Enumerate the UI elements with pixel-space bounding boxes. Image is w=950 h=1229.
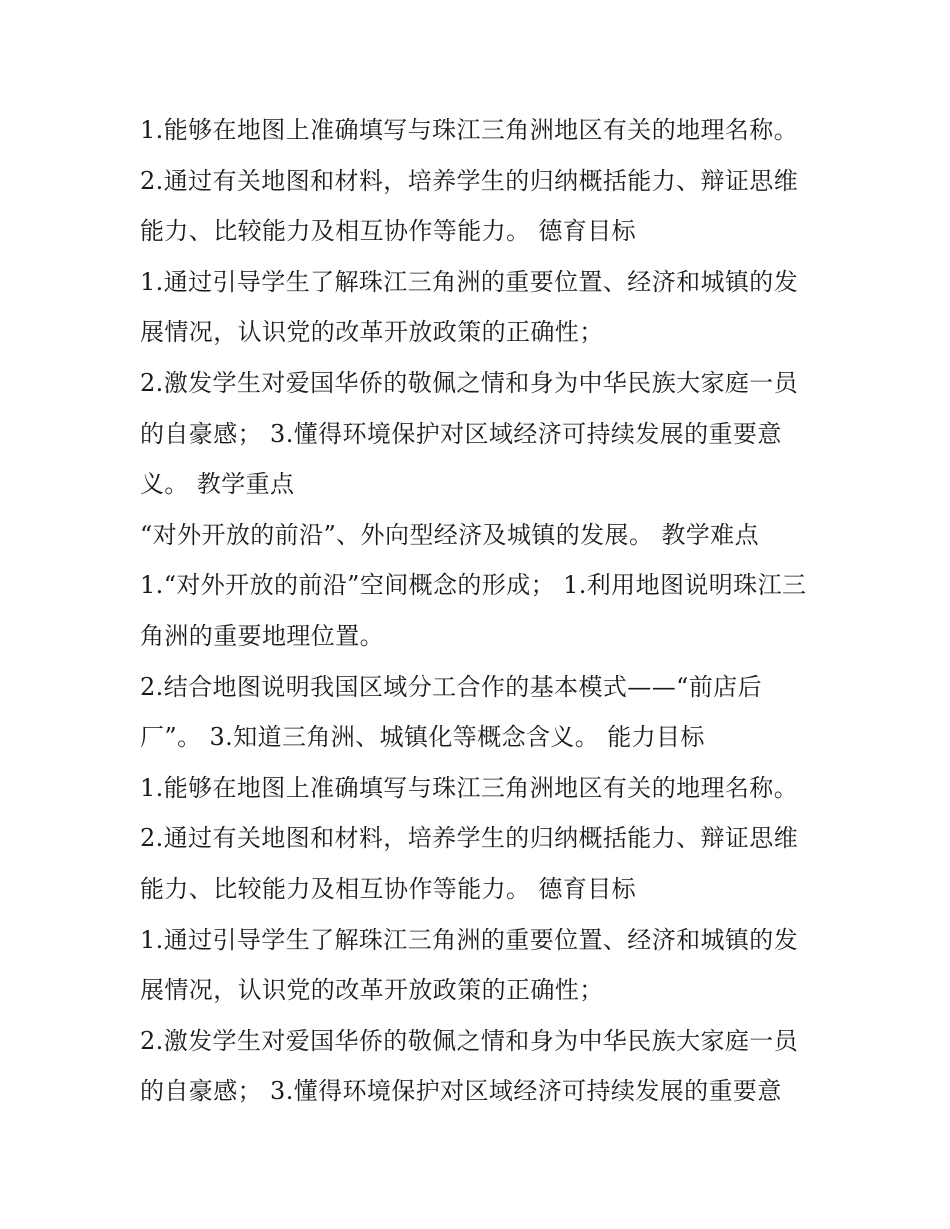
- text-line: 2.通过有关地图和材料，培养学生的归纳概括能力、辩证思维: [140, 166, 799, 195]
- text-line: 展情况，认识党的改革开放政策的正确性；: [140, 318, 604, 347]
- text-line: 角洲的重要地理位置。: [140, 621, 384, 650]
- text-line: 2.激发学生对爱国华侨的敬佩之情和身为中华民族大家庭一员: [140, 1026, 799, 1055]
- text-line: 能力、比较能力及相互协作等能力。 德育目标: [140, 217, 637, 246]
- text-line: 1.通过引导学生了解珠江三角洲的重要位置、经济和城镇的发: [140, 925, 799, 954]
- document-body: [140, 111, 820, 1123]
- text-line: 1.“对外开放的前沿”空间概念的形成； 1.利用地图说明珠江三: [140, 571, 807, 600]
- text-line: “对外开放的前沿”、外向型经济及城镇的发展。 教学难点: [140, 520, 759, 549]
- text-line: 义。 教学重点: [140, 470, 295, 499]
- text-line: 2.通过有关地图和材料，培养学生的归纳概括能力、辩证思维: [140, 824, 799, 853]
- text-line: 1.能够在地图上准确填写与珠江三角洲地区有关的地理名称。: [140, 116, 799, 144]
- text-line: 的自豪感； 3.懂得环境保护对区域经济可持续发展的重要意: [140, 1077, 782, 1106]
- text-line: 1.能够在地图上准确填写与珠江三角洲地区有关的地理名称。: [140, 773, 799, 802]
- text-line: 1.通过引导学生了解珠江三角洲的重要位置、经济和城镇的发: [140, 267, 799, 296]
- text-line: 2.激发学生对爱国华侨的敬佩之情和身为中华民族大家庭一员: [140, 368, 799, 397]
- text-line: 展情况，认识党的改革开放政策的正确性；: [140, 976, 604, 1005]
- text-line: 2.结合地图说明我国区域分工合作的基本模式——“前店后: [140, 672, 762, 701]
- text-line: 厂”。 3.知道三角洲、城镇化等概念含义。 能力目标: [140, 723, 705, 752]
- text-line: 的自豪感； 3.懂得环境保护对区域经济可持续发展的重要意: [140, 419, 782, 448]
- text-line: 能力、比较能力及相互协作等能力。 德育目标: [140, 874, 637, 903]
